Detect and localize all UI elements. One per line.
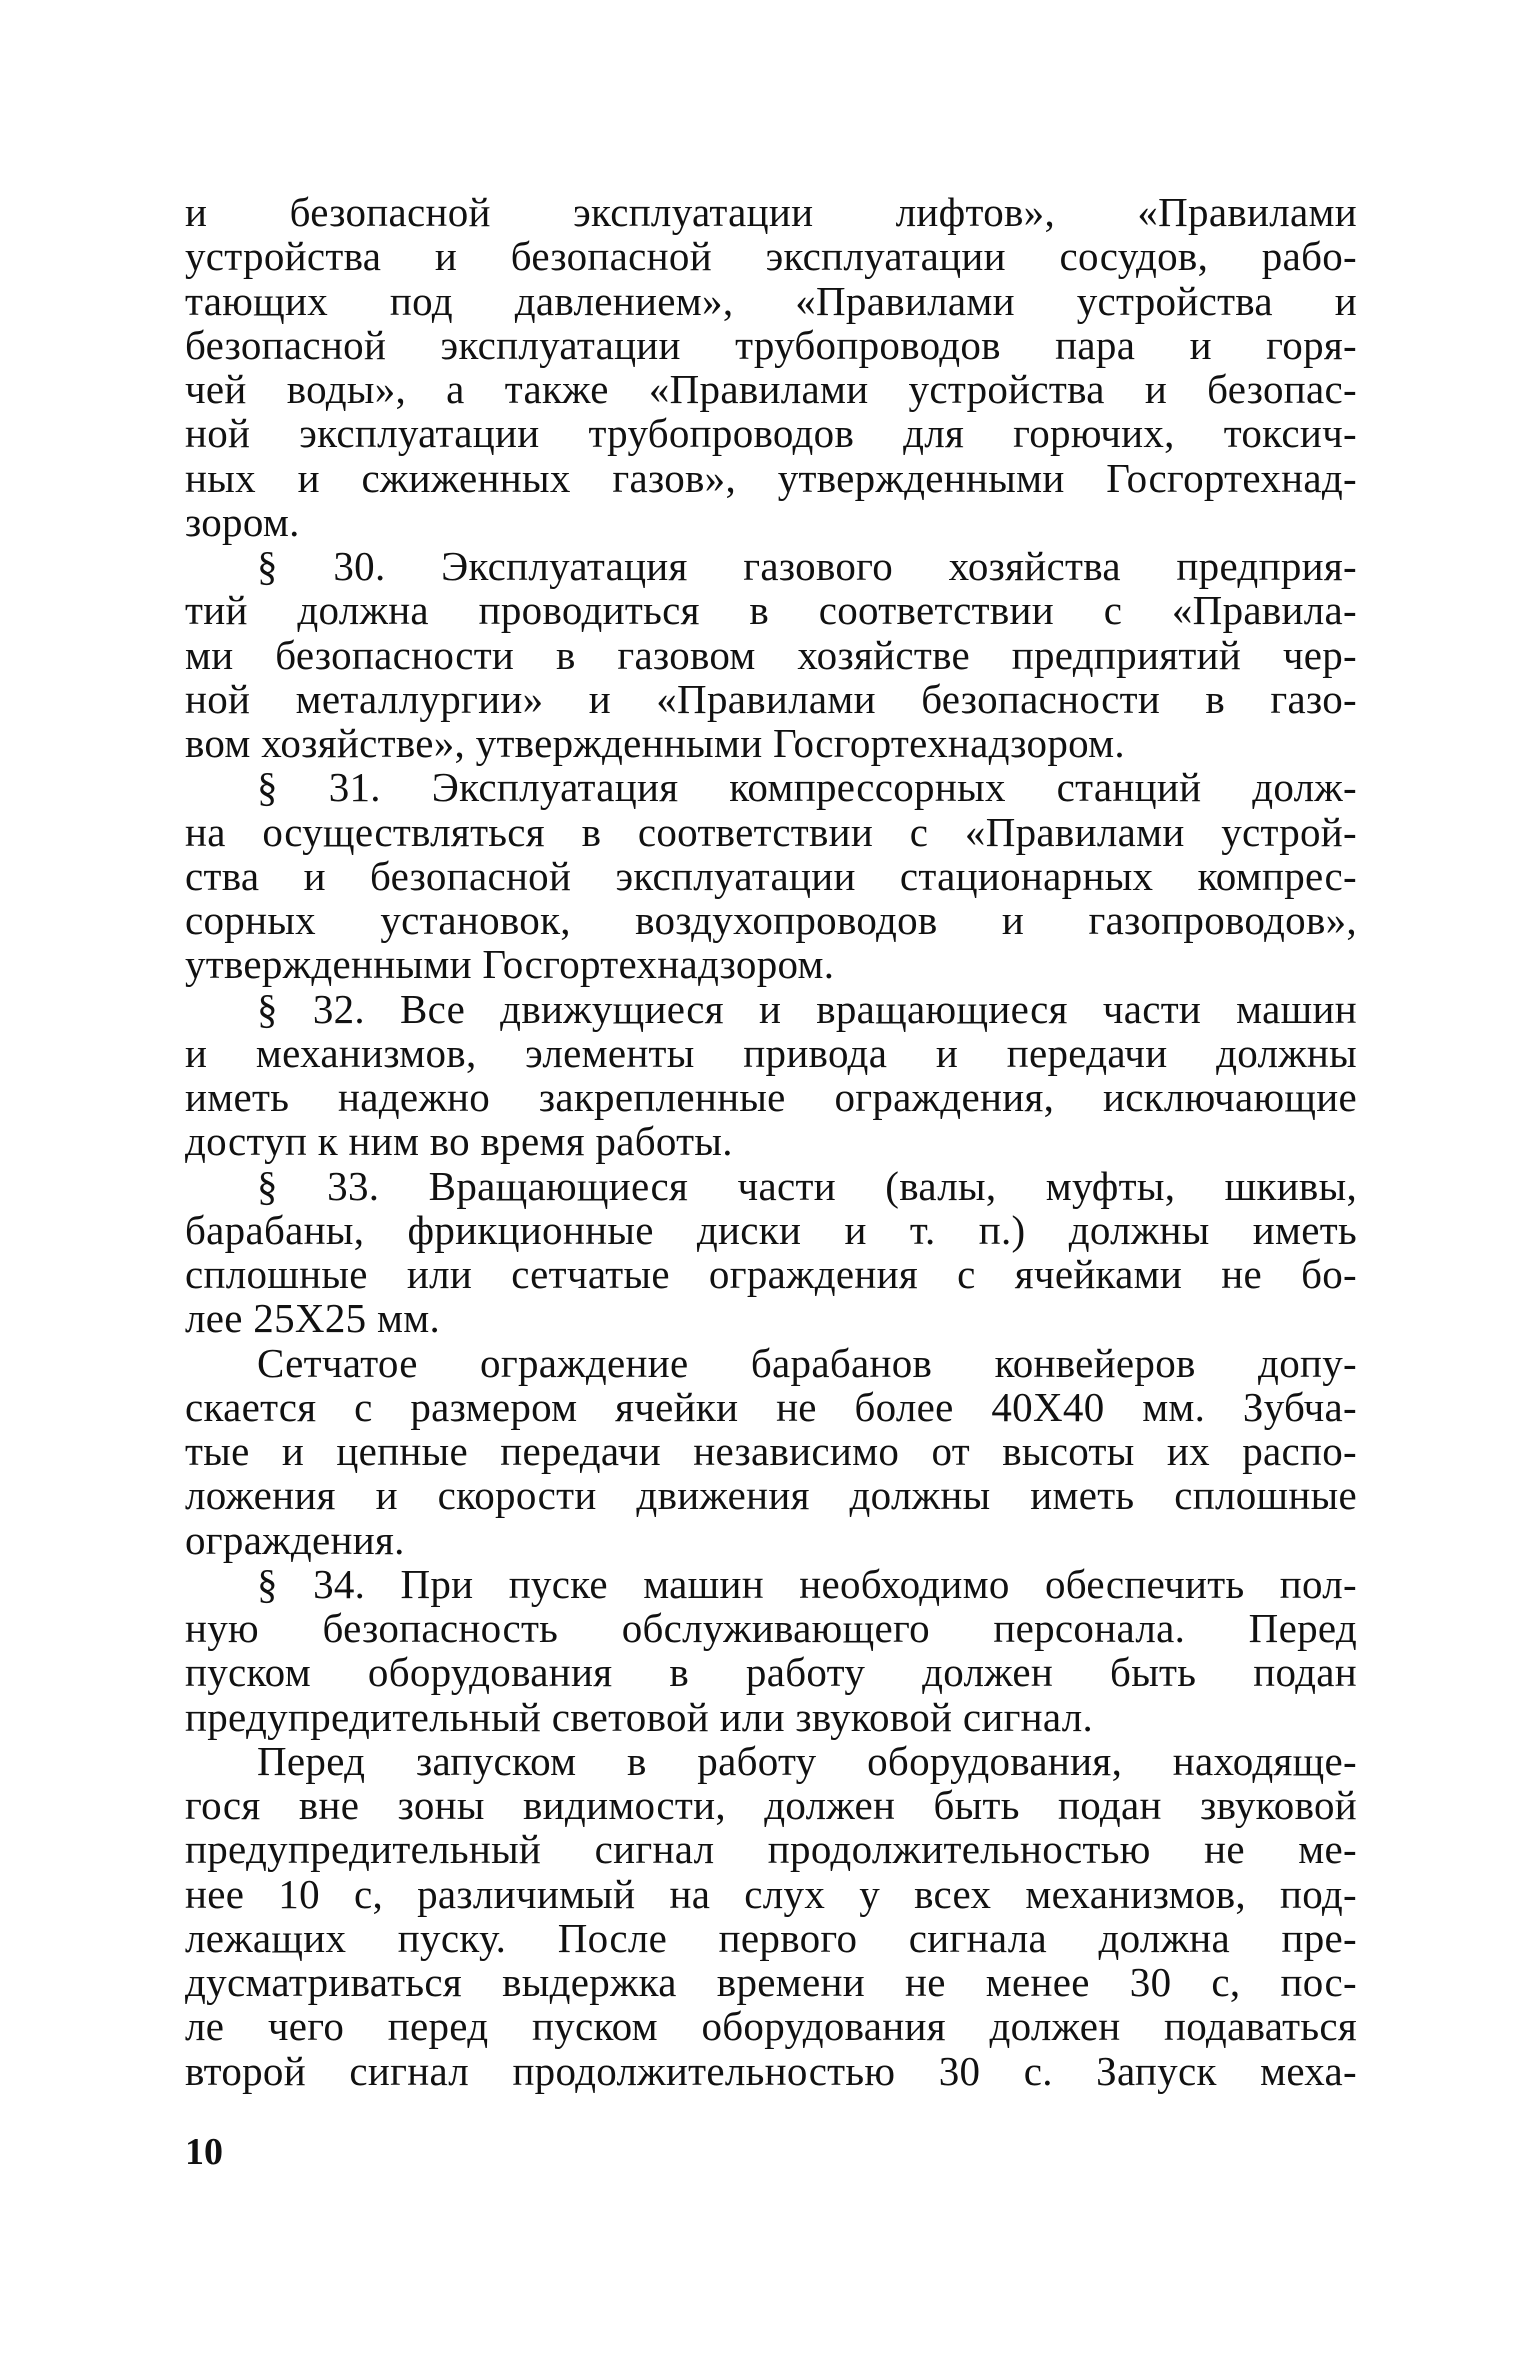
text-line: ложения и скорости движения должны иметь сплошные <box>185 1472 1357 1519</box>
text-line: иметь надежно закрепленные ограждения, исключающие <box>185 1074 1357 1120</box>
text-line: тые и цепные передачи независимо от высоты их распо- <box>185 1428 1357 1474</box>
paragraph-first-line: Сетчатое ограждение барабанов конвейеров допу- <box>257 1339 1357 1386</box>
text-line: ную безопасность обслуживающего персонала. Перед <box>185 1605 1357 1651</box>
text-line: и безопасной эксплуатации лифтов», «Правилами <box>185 189 1357 235</box>
text-line: зором. <box>185 498 300 545</box>
text-line: ми безопасности в газовом хозяйстве предприятий чер- <box>185 631 1357 678</box>
text-line: барабаны, фрикционные диски и т. п.) должны иметь <box>185 1206 1357 1253</box>
text-line: на осуществляться в соответствии с «Правилами устрой- <box>185 808 1357 855</box>
text-line: ограждения. <box>185 1516 405 1563</box>
text-line: сорных установок, воздухопроводов и газопроводов», <box>185 897 1357 943</box>
text-line: и механизмов, элементы привода и передачи должны <box>185 1029 1357 1076</box>
text-line: ной эксплуатации трубопроводов для горючих, токсич- <box>185 410 1357 457</box>
section-31-heading-line: § 31. Эксплуатация компрессорных станций долж- <box>257 764 1357 811</box>
text-line: утвержденными Госгортехнадзором. <box>185 941 835 988</box>
body-text <box>185 190 1357 2093</box>
text-line: ных и сжиженных газов», утвержденными Госгортехнад- <box>185 454 1357 501</box>
section-33-heading-line: § 33. Вращающиеся части (валы, муфты, шкивы, <box>257 1162 1357 1209</box>
text-line: лежащих пуску. После первого сигнала должна пре- <box>185 1914 1357 1961</box>
text-line: второй сигнал продолжительностью 30 с. Запуск меха- <box>185 2047 1357 2094</box>
text-line: ной металлургии» и «Правилами безопасности в газо- <box>185 675 1357 722</box>
section-34-heading-line: § 34. При пуске машин необходимо обеспечить пол- <box>257 1560 1357 1607</box>
text-line: ства и безопасной эксплуатации стационарных компрес- <box>185 852 1357 899</box>
text-line: устройства и безопасной эксплуатации сосудов, рабо- <box>185 233 1357 280</box>
text-line: пуском оборудования в работу должен быть подан <box>185 1649 1357 1696</box>
text-line: тающих под давлением», «Правилами устройства и <box>185 277 1357 324</box>
paragraph-first-line: Перед запуском в работу оборудования, находяще- <box>257 1737 1357 1784</box>
text-line: чей воды», а также «Правилами устройства и безопас- <box>185 366 1357 412</box>
text-line: вом хозяйстве», утвержденными Госгортехнадзором. <box>185 720 1125 766</box>
section-30-heading-line: § 30. Эксплуатация газового хозяйства предприя- <box>257 543 1357 589</box>
page-number: 10 <box>185 2131 223 2173</box>
text-line: нее 10 с, различимый на слух у всех механизмов, под- <box>185 1870 1357 1917</box>
text-line: доступ к ним во время работы. <box>185 1118 733 1165</box>
text-line: сплошные или сетчатые ограждения с ячейками не бо- <box>185 1251 1357 1297</box>
text-line: ле чего перед пуском оборудования должен подаваться <box>185 2003 1357 2050</box>
text-line: предупредительный световой или звуковой сигнал. <box>185 1693 1094 1740</box>
section-32-heading-line: § 32. Все движущиеся и вращающиеся части машин <box>257 985 1357 1032</box>
text-line: гося вне зоны видимости, должен быть подан звуковой <box>185 1782 1357 1828</box>
text-line: предупредительный сигнал продолжительностью не ме- <box>185 1826 1357 1873</box>
text-line: безопасной эксплуатации трубопроводов пара и горя- <box>185 321 1357 368</box>
text-line: дусматриваться выдержка времени не менее 30 с, пос- <box>185 1959 1357 2005</box>
text-line: скается с размером ячейки не более 40X40 мм. Зубча- <box>185 1383 1357 1430</box>
text-line: тий должна проводиться в соответствии с «Правила- <box>185 587 1357 634</box>
text-line: лее 25X25 мм. <box>185 1295 441 1342</box>
